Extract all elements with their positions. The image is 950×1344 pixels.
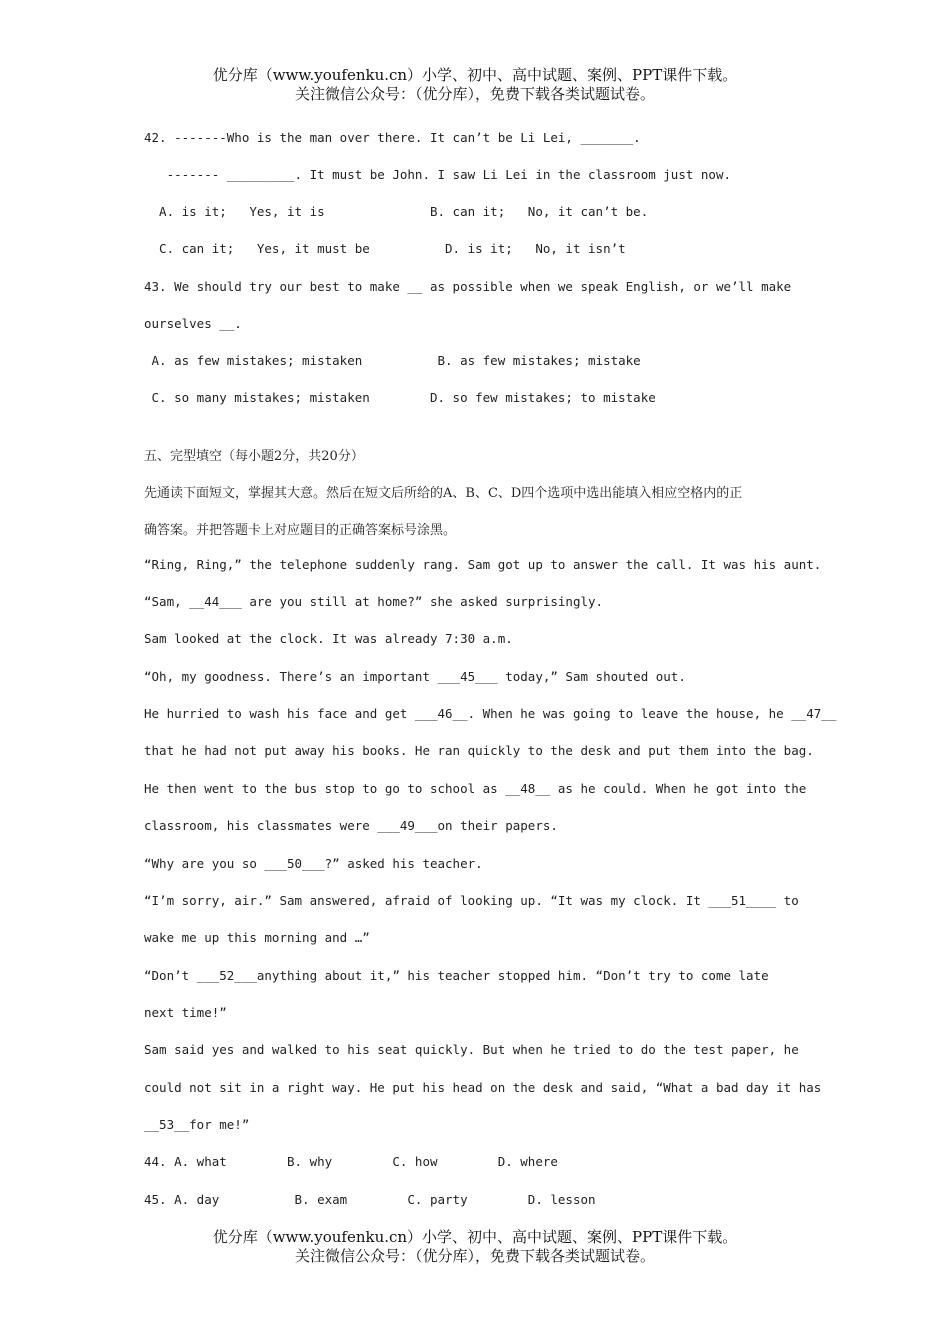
section-instruction-1: 先通读下面短文，掌握其大意。然后在短文后所给的A、B、C、D四个选项中选出能填入相应空格内的正 — [144, 486, 743, 501]
choice-q44: 44. A. what B. why C. how D. where — [144, 1154, 558, 1169]
passage-line: “I’m sorry, air.” Sam answered, afraid of looking up. “It was my clock. It ___51____ to — [144, 893, 799, 908]
passage-line: Sam said yes and walked to his seat quickly. But when he tried to do the test paper, he — [144, 1042, 799, 1057]
header-line-1: 优分库（www.youfenku.cn）小学、初中、高中试题、案例、PPT课件下载。 — [212, 66, 738, 84]
q42-answer-line: ------- _________. It must be John. I saw Li Lei in the classroom just now. — [144, 167, 731, 182]
passage-line: He hurried to wash his face and get ___46__. When he was going to leave the house, he __47__ — [144, 706, 837, 721]
passage-line: classroom, his classmates were ___49___on their papers. — [144, 818, 558, 833]
passage-line: “Don’t ___52___anything about it,” his teacher stopped him. “Don’t try to come late — [144, 968, 769, 983]
q43-options-ab: A. as few mistakes; mistaken B. as few mistakes; mistake — [144, 353, 641, 368]
footer-line-2: 关注微信公众号：（优分库），免费下载各类试题试卷。 — [294, 1247, 655, 1265]
q43-stem-1: 43. We should try our best to make __ as possible when we speak English, or we’ll make — [144, 279, 792, 294]
q42-options-cd: C. can it; Yes, it must be D. is it; No, it isn’t — [144, 241, 626, 256]
q42-options-ab: A. is it; Yes, it is B. can it; No, it can’t be. — [144, 204, 649, 219]
passage-line: __53__for me!” — [144, 1117, 250, 1132]
header-line-2: 关注微信公众号：（优分库），免费下载各类试题试卷。 — [294, 85, 655, 103]
page-footer — [0, 1228, 950, 1266]
passage-line: “Ring, Ring,” the telephone suddenly rang. Sam got up to answer the call. It was his aunt. — [144, 557, 822, 572]
passage-line: next time!” — [144, 1005, 227, 1020]
passage-line: “Why are you so ___50___?” asked his teacher. — [144, 856, 483, 871]
passage-line: He then went to the bus stop to go to school as __48__ as he could. When he got into the — [144, 781, 807, 796]
passage-line: could not sit in a right way. He put his head on the desk and said, “What a bad day it has — [144, 1080, 822, 1095]
page-header — [0, 66, 950, 104]
passage-line: wake me up this morning and …” — [144, 930, 370, 945]
q43-options-cd: C. so many mistakes; mistaken D. so few mistakes; to mistake — [144, 390, 656, 405]
q43-stem-2: ourselves __. — [144, 316, 242, 331]
passage-line: “Sam, __44___ are you still at home?” she asked surprisingly. — [144, 594, 604, 609]
section-instruction-2: 确答案。并把答题卡上对应题目的正确答案标号涂黑。 — [144, 523, 457, 538]
q42-stem: 42. -------Who is the man over there. It can’t be Li Lei, _______. — [144, 130, 641, 145]
passage-line: Sam looked at the clock. It was already 7:30 a.m. — [144, 631, 513, 646]
footer-line-1: 优分库（www.youfenku.cn）小学、初中、高中试题、案例、PPT课件下载。 — [212, 1228, 738, 1246]
passage-line: that he had not put away his books. He ran quickly to the desk and put them into the bag. — [144, 743, 814, 758]
section-title: 五、完型填空（每小题2分，共20分） — [144, 449, 364, 464]
choice-q45: 45. A. day B. exam C. party D. lesson — [144, 1192, 596, 1207]
passage-line: “Oh, my goodness. There’s an important ___45___ today,” Sam shouted out. — [144, 669, 686, 684]
